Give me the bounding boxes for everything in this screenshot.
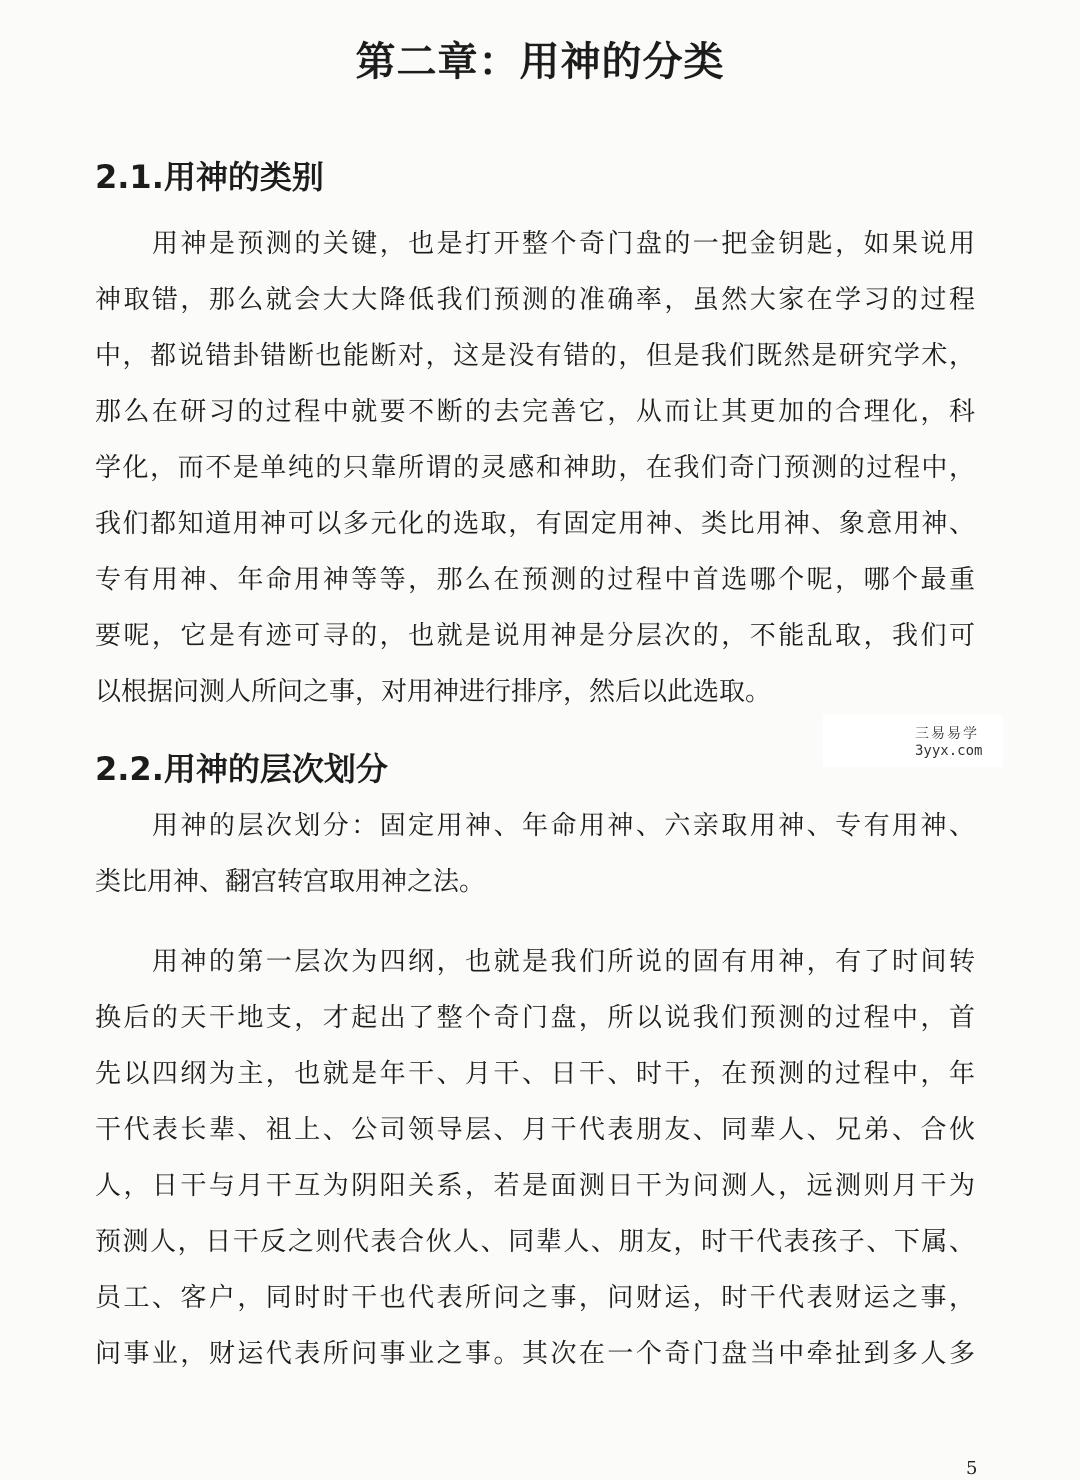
paragraph-line: 以根据问测人所问之事，对用神进行排序，然后以此选取。	[95, 677, 772, 707]
paragraph-line: 神取错，那么就会大大降低我们预测的准确率，虽然大家在学习的过程	[95, 285, 975, 315]
paragraph-line: 用神的层次划分：固定用神、年命用神、六亲取用神、专有用神、	[152, 811, 975, 841]
paragraph-line: 问事业，财运代表所问事业之事。其次在一个奇门盘当中牵扯到多人多	[95, 1339, 975, 1369]
paragraph-line: 换后的天干地支，才起出了整个奇门盘，所以说我们预测的过程中，首	[95, 1003, 975, 1033]
watermark	[823, 715, 1003, 767]
paragraph-line: 那么在研习的过程中就要不断的去完善它，从而让其更加的合理化，科	[95, 397, 975, 427]
paragraph-line: 人，日干与月干互为阴阳关系，若是面测日干为问测人，远测则月干为	[95, 1171, 975, 1201]
section-heading-2-2: 2.2.用神的层次划分	[95, 750, 388, 788]
paragraph-line: 员工、客户，同时时干也代表所问之事，问财运，时干代表财运之事，	[95, 1283, 975, 1313]
section-heading-2-1: 2.1.用神的类别	[95, 158, 324, 196]
paragraph-line: 用神的第一层次为四纲，也就是我们所说的固有用神，有了时间转	[152, 947, 975, 977]
paragraph-line: 预测人，日干反之则代表合伙人、同辈人、朋友，时干代表孩子、下属、	[95, 1227, 975, 1257]
paragraph-line: 中，都说错卦错断也能断对，这是没有错的，但是我们既然是研究学术，	[95, 341, 975, 371]
paragraph-line: 要呢，它是有迹可寻的，也就是说用神是分层次的，不能乱取，我们可	[95, 621, 975, 651]
paragraph-line: 我们都知道用神可以多元化的选取，有固定用神、类比用神、象意用神、	[95, 509, 975, 539]
paragraph-line: 用神是预测的关键，也是打开整个奇门盘的一把金钥匙，如果说用	[152, 229, 975, 259]
paragraph-line: 专有用神、年命用神等等，那么在预测的过程中首选哪个呢，哪个最重	[95, 565, 975, 595]
chapter-title: 第二章：用神的分类	[355, 39, 725, 85]
paragraph-line: 类比用神、翻宫转宫取用神之法。	[95, 867, 486, 897]
page-number: 5	[966, 1458, 978, 1479]
paragraph-line: 学化，而不是单纯的只靠所谓的灵感和神助，在我们奇门预测的过程中，	[95, 453, 975, 483]
watermark-url: 3yyx.com	[915, 743, 983, 759]
paragraph-line: 先以四纲为主，也就是年干、月干、日干、时干，在预测的过程中，年	[95, 1059, 975, 1089]
watermark-name: 三易易学	[915, 726, 979, 742]
paragraph-line: 干代表长辈、祖上、公司领导层、月干代表朋友、同辈人、兄弟、合伙	[95, 1115, 975, 1145]
